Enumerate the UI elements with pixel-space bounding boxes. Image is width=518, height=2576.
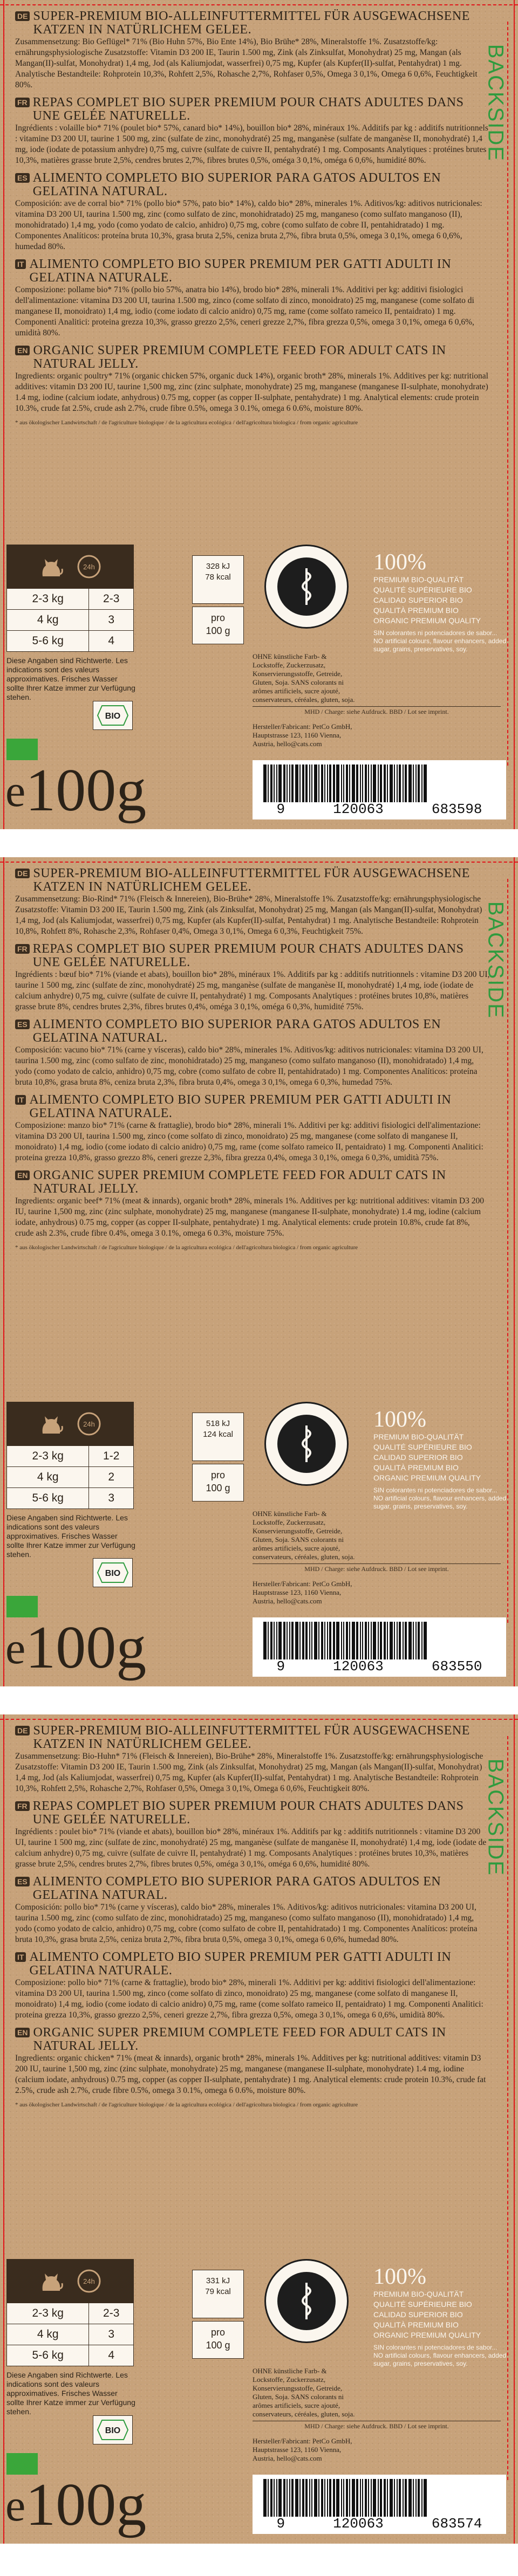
language-code: ES <box>15 1877 30 1886</box>
language-code: EN <box>15 2028 30 2037</box>
ingredient-list: Composición: ave de corral bio* 71% (pollo bio* 57%, pato bio* 14%), caldo bio* 28%, minerales 1%. Aditivos/kg: aditivos nutricionales: vitamina D3 200 UI, taurina 1.500 mg, zinc (como sulfato de zinc, monohidratado) 25 mg, manganeso (como sulfato manganoso (II), monohidratado) 1,4 mg, yodo (como yodato de calcio, anhidro) 0,75 mg, cobre (como sulfato de cobre II, pentahidratado) 1 mg. Componentes Analíticos: proteína bruta 10,3%, grasa bruta 2,5%, ceniza bruta 2,7%, fibra bruta 0,5%, omega 3 0,1%, omega 6 0,6%, humedad 80%. <box>15 199 482 251</box>
language-block-de <box>15 1724 490 1794</box>
quality-claims: 100% PREMIUM BIO-QUALITÄT QUALITÉ SUPÉRIEURE BIO CALIDAD SUPERIOR BIO QUALITÀ PREMIUM BIO ORGANIC PREMIUM QUALITY SIN colorantes ni potenciadores de sabor... NO artificial colours, flavour enhancers, added sugar, grains, preservatives, soy. <box>373 1407 508 1511</box>
organic-footnote: * aus ökologischer Landwirtschaft / de l'agriculture biologique / de la agricultura ecológica / dell'agricoltura biologica / from organic agriculture <box>15 419 358 426</box>
quality-line: PREMIUM BIO-QUALITÄT <box>373 1432 464 1441</box>
barcode-number: 9 120063 683550 <box>276 1658 482 1675</box>
language-code: FR <box>15 944 30 954</box>
label-panel-chicken <box>0 1714 518 2544</box>
product-title: REPAS COMPLET BIO SUPER PREMIUM POUR CHATS ADULTES DANS UNE GELÉE NATURELLE. <box>32 1799 464 1827</box>
energy-value: 328 kJ 78 kcal <box>192 555 244 604</box>
organic-footnote: * aus ökologischer Landwirtschaft / de l'agriculture biologique / de la agricultura ecológica / dell'agricoltura biologica / from organic agriculture <box>15 1244 358 1251</box>
svg-text:24h: 24h <box>83 2277 95 2285</box>
portion-row: 5-6 kg 4 <box>7 2345 133 2366</box>
best-before-note: MHD / Charge: siehe Aufdruck. BBD / Lot see imprint. <box>253 706 501 716</box>
language-block-es <box>15 1875 490 1945</box>
caduceus-icon <box>290 2279 323 2323</box>
language-code: EN <box>15 346 30 355</box>
cut-line-right <box>514 1714 515 2544</box>
quality-line: CALIDAD SUPERIOR BIO <box>373 596 463 604</box>
cat-icon <box>37 1410 65 1438</box>
ean-barcode <box>253 1617 506 1677</box>
vet-approved-seal <box>264 1402 349 1486</box>
product-title: ALIMENTO COMPLETO BIO SUPERIOR PARA GATOS ADULTOS EN GELATINA NATURAL. <box>32 171 441 198</box>
free-from-claims: OHNE künstliche Farb- & Lockstoffe, Zuckerzusatz, Konservierungsstoffe, Getreide, Gluten, Soja. SANS colorants ni arômes artificiels, sucre ajouté, conservateurs, céréales, gluten, soja. <box>253 652 355 704</box>
ingredient-list: Ingrédients : poulet bio* 71% (viande et abats), bouillon bio* 28%, minéraux 1%. Additifs par kg : additifs nutritionnels : vitamine D3 200 UI, taurine 1 500 mg, zinc (sulfate de zinc, monohydraté) 25 mg, manganèse (sulfate de manganèse II, monohydraté) 1,4 mg, iode (iodate de calcium anhydre) 0,75 mg, cuivre (sulfate de cuivre II, pentahydraté) 1 mg. Composants Analytiques : protéines brutes 10,3%, matières grasse brute 2,5%, cendres brutes 2,7%, fibres brutes 0,5%, oméga 3 0,1%, oméga 6 0,6%, humidité 80%. <box>15 1827 487 1869</box>
ingredient-list: Ingrédients : volaille bio* 71% (poulet bio* 57%, canard bio* 14%), bouillon bio* 28%, minéraux 1%. Additifs par kg : additifs nutritionnels : vitamine D3 200 UI, taurine 1 500 mg, zinc (sulfate de zinc, monohydraté) 25 mg, manganèse (sulfate de manganèse II, monohydraté) 1,4 mg, iode (iodate de potassium anhydre) 0,75 mg, cuivre (sulfate de cuivre II, pentahydraté) 1 mg. Composants Analytiques : protéines brutes 10,3%, matières grasse brute 2,5%, cendres brutes 2,7%, fibres brutes 0,5%, oméga 3 0,1%, oméga 6 0,6%, humidité 80%. <box>15 123 488 165</box>
ingredient-list: Composizione: manzo bio* 71% (carne & frattaglie), brodo bio* 28%, minerali 1%. Additivi per kg: additivi fisiologici dell'alimentazione: vitamina D3 200 UI, taurina 1.500 mg, zinco (come solfato di zinco, monoidrato) 25 mg, manganese (come solfato di manganese II, monoidrato) 1,4 mg, iodio (come iodato di calcio anidro) 0,75 mg, rame (come solfato rameico II, pentaidrato) 1 mg. Componenti Analitici: proteina grezza 10,8%, grasso grezzo 8%, ceneri grezze 2,3%, fibra grezza 0,4%, omega 3 0,1%, omega 6 0,3%, umidità 75%. <box>15 1121 483 1162</box>
feeding-guide <box>6 1402 136 1559</box>
cut-line-left <box>3 1714 4 2544</box>
quality-claims: 100% PREMIUM BIO-QUALITÄT QUALITÉ SUPÉRIEURE BIO CALIDAD SUPERIOR BIO QUALITÀ PREMIUM BIO ORGANIC PREMIUM QUALITY SIN colorantes ni potenciadores de sabor... NO artificial colours, flavour enhancers, added sugar, grains, preservatives, soy. <box>373 2264 508 2368</box>
label-bottom <box>6 2259 512 2539</box>
language-code: ES <box>15 173 30 183</box>
label-bottom <box>6 545 512 825</box>
net-weight: e100g <box>5 1614 147 1681</box>
clock-24h-icon <box>75 553 103 581</box>
bio-logo <box>93 1558 133 1587</box>
quality-line: CALIDAD SUPERIOR BIO <box>373 2310 463 2319</box>
barcode-number: 9 120063 683574 <box>276 2516 482 2532</box>
product-title: REPAS COMPLET BIO SUPER PREMIUM POUR CHATS ADULTES DANS UNE GELÉE NATURELLE. <box>32 942 464 969</box>
cut-line-right <box>514 0 515 829</box>
feeding-guide <box>6 2259 136 2416</box>
caduceus-icon <box>290 565 323 608</box>
product-title: SUPER-PREMIUM BIO-ALLEINFUTTERMITTEL FÜR AUSGEWACHSENE KATZEN IN NATÜRLICHEM GELEE. <box>33 1724 470 1751</box>
feeding-advice: Diese Angaben sind Richtwerte. Les indications sont des valeurs approximatives. Frisches Wasser sollte Ihrer Katze immer zur Verfügung stehen. <box>6 2371 135 2416</box>
portion-row: 2-3 kg 2-3 <box>7 589 133 610</box>
cut-line-top <box>0 1719 518 1720</box>
portion-table-box <box>6 545 134 652</box>
product-title: ALIMENTO COMPLETO BIO SUPERIOR PARA GATOS ADULTOS EN GELATINA NATURAL. <box>32 1875 441 1902</box>
portion-table <box>7 1445 133 1509</box>
language-block-de <box>15 867 490 937</box>
free-from-claims: OHNE künstliche Farb- & Lockstoffe, Zuckerzusatz, Konservierungsstoffe, Getreide, Gluten, Soja. SANS colorants ni arômes artificiels, sucre ajouté, conservateurs, céréales, gluten, soja. <box>253 1510 355 1561</box>
language-block-it <box>15 258 490 339</box>
cut-line-top <box>0 862 518 863</box>
feeding-advice: Diese Angaben sind Richtwerte. Les indications sont des valeurs approximatives. Frisches Wasser sollte Ihrer Katze immer zur Verfügung stehen. <box>6 1513 135 1559</box>
language-block-fr <box>15 1800 490 1870</box>
language-code: DE <box>15 11 30 21</box>
quality-line: PREMIUM BIO-QUALITÄT <box>373 575 464 584</box>
organic-footnote: * aus ökologischer Landwirtschaft / de l'agriculture biologique / de la agricultura ecológica / dell'agricoltura biologica / from organic agriculture <box>15 2102 358 2108</box>
per-100g: pro 100 g <box>192 2321 244 2359</box>
ean-barcode <box>253 760 506 819</box>
ingredient-list: Composición: pollo bio* 71% (carne y vísceras), caldo bio* 28%, minerales 1%. Aditivos/kg: aditivos nutricionales: vitamina D3 200 UI, taurina 1.500 mg, zinc (como sulfato de zinc, monohidratado) 25 mg, manganeso (como sulfato manganoso (II), monohidratado) 1,4 mg, yodo (como yodato de calcio, anhidro) 0,75 mg, cobre (como sulfato de cobre II, pentahidratado) 1 mg. Componentes Analíticos: proteína bruta 10,3%, grasa bruta 2,5%, ceniza bruta 2,7%, fibra bruta 0,5%, omega 3 0,1%, omega 6 0,6%, humedad 80%. <box>15 1903 478 1944</box>
language-code: ES <box>15 1020 30 1029</box>
portion-row: 5-6 kg 4 <box>7 631 133 652</box>
quality-line: ORGANIC PREMIUM QUALITY <box>373 616 481 625</box>
language-block-de <box>15 10 490 91</box>
language-block-it <box>15 1093 490 1163</box>
quality-line: ORGANIC PREMIUM QUALITY <box>373 2331 481 2339</box>
best-before-note: MHD / Charge: siehe Aufdruck. BBD / Lot see imprint. <box>253 1563 501 1573</box>
backside-label: BACKSIDE <box>483 1758 507 1876</box>
caduceus-icon <box>290 1422 323 1465</box>
product-title: SUPER-PREMIUM BIO-ALLEINFUTTERMITTEL FÜR AUSGEWACHSENE KATZEN IN NATÜRLICHEM GELEE. <box>33 866 470 894</box>
language-block-en <box>15 2026 490 2096</box>
ingredient-list: Zusammensetzung: Bio-Rind* 71% (Fleisch & Innereien), Bio-Brühe* 28%, Mineralstoffe 1%. Zusatzstoffe/kg: ernährungsphysiologische Zusatzstoffe: Vitamin D3 200 IE, Taurin 1.500 mg, Zink (als Zinksulfat, Monohydrat) 25 mg, Mangan (als Mangan(II)-sulfat, Monohydrat) 1,4 mg, Jod (als Kaliumjodat, wasserfrei) 0,75 mg, Kupfer (als Kupfer(II)-sulfat, Pentahydrat) 1 mg. Analytische Bestandteile: Rohprotein 10,8%, Rohfett 8%, Rohasche 2,3%, Rohfaser 0,4%, Omega 3 0,1%, Omega 6 0,3%, Feuchtigkeit 75%. <box>15 894 482 936</box>
svg-text:BIO: BIO <box>105 712 121 721</box>
manufacturer-address: Hersteller/Fabricant: PetCo GmbH, Hauptstrasse 123, 1160 Vienna, Austria, hello@cats.com <box>253 2437 352 2462</box>
quality-line: QUALITÉ SUPÉRIEURE BIO <box>373 2300 472 2309</box>
ingredient-list: Zusammensetzung: Bio-Huhn* 71% (Fleisch & Innereien), Bio-Brühe* 28%, Mineralstoffe 1%. Zusatzstoffe/kg: ernährungsphysiologische Zusatzstoffe: Vitamin D3 200 IE, Taurin 1.500 mg, Zink (als Zinksulfat, Monohydrat) 25 mg, Mangan (als Mangan(II)-sulfat, Monohydrat) 1,4 mg, Jod (als Kaliumjodat, wasserfrei) 0,75 mg, Kupfer (als Kupfer(II)-sulfat, Pentahydrat) 1 mg. Analytische Bestandteile: Rohprotein 10,3%, Rohfett 2,5%, Rohasche 2,7%, Rohfaser 0,5%, Omega 3 0,1%, Omega 6 0,6%, Feuchtigkeit 80%. <box>15 1752 483 1793</box>
cut-line-top <box>0 4 518 5</box>
portion-table-box <box>6 2259 134 2366</box>
page-gap <box>0 829 518 857</box>
portion-row: 2-3 kg 1-2 <box>7 1446 133 1467</box>
bio-logo <box>93 701 133 730</box>
net-weight: e100g <box>5 2471 147 2538</box>
language-code: EN <box>15 1170 30 1180</box>
vet-approved-seal <box>264 545 349 629</box>
ingredients-text <box>15 10 490 426</box>
language-block-fr <box>15 942 490 1013</box>
label-panel-duck <box>0 0 518 829</box>
cut-line-left <box>3 0 4 829</box>
ean-barcode <box>253 2475 506 2534</box>
best-before-note: MHD / Charge: siehe Aufdruck. BBD / Lot see imprint. <box>253 2421 501 2430</box>
product-title: SUPER-PREMIUM BIO-ALLEINFUTTERMITTEL FÜR AUSGEWACHSENE KATZEN IN NATÜRLICHEM GELEE. <box>33 9 470 37</box>
cut-line-left <box>3 857 4 1686</box>
product-title: ALIMENTO COMPLETO BIO SUPERIOR PARA GATOS ADULTOS EN GELATINA NATURAL. <box>32 1017 441 1045</box>
product-title: ALIMENTO COMPLETO BIO SUPER PREMIUM PER GATTI ADULTI IN GELATINA NATURALE. <box>29 257 452 285</box>
svg-text:BIO: BIO <box>105 2426 121 2435</box>
quality-line: ORGANIC PREMIUM QUALITY <box>373 1473 481 1482</box>
language-code: IT <box>15 259 26 269</box>
ingredient-list: Ingredients: organic beef* 71% (meat & innards), organic broth* 28%, minerals 1%. Additives per kg: nutritional additives: vitamin D3 200 IU, taurine 1,500 mg, zinc (zinc sulphate, monohydrate) 25 mg, manganese (manganese II-sulphate, monohydrate) 1.4 mg, iodine (calcium iodate, anhydrous) 0.75 mg, copper (as copper II-sulphate, pentahydrate) 1 mg. Analytical elements: crude protein 10.8%, crude fat 8%, crude ash 2.3%, crude fibre 0.4%, omega 3 0.1%, omega 6 0.3%, moisture 75%. <box>15 1196 484 1238</box>
ingredient-list: Composizione: pollo bio* 71% (carne & frattaglie), brodo bio* 28%, minerali 1%. Additivi per kg: additivi fisiologici dell'alimentazione: vitamina D3 200 UI, taurina 1.500 mg, zinco (come solfato di zinco, monoidrato) 25 mg, manganese (come solfato di manganese II, monoidrato) 1,4 mg, iodio (come iodato di calcio anidro) 0,75 mg, rame (come solfato rameico II, pentaidrato) 1 mg. Componenti Analitici: proteina grezza 10,3%, grasso grezzo 2,5%, ceneri grezze 2,7%, fibra grezza 0,5%, omega 3 0,1%, omega 6 0,6%, umidità 80%. <box>15 1978 483 2020</box>
ingredient-list: Composizione: pollame bio* 71% (pollo bio 57%, anatra bio 14%), brodo bio* 28%, minerali 1%. Additivi per kg: additivi fisiologici dell'alimentazione: vitamina D3 200 UI, taurina 1.500 mg, zinco (come solfato di zinco, monoidrato) 25 mg, manganese (come solfato di manganese II, monoidrato) 1,4 mg, iodio (come iodato di calcio anidro) 0,75 mg, rame (come solfato rameico II, pentaidrato) 1 mg. Componenti Analitici: proteina grezza 10,3%, grasso grezzo 2,5%, ceneri grezze 2,7%, fibra grezza 0,5%, omega 3 0,1%, omega 6 0,6%, umidità 80%. <box>15 285 474 338</box>
barcode-number: 9 120063 683598 <box>276 801 482 817</box>
language-code: FR <box>15 1801 30 1811</box>
language-block-it <box>15 1951 490 2021</box>
product-title: ORGANIC SUPER PREMIUM COMPLETE FEED FOR ADULT CATS IN NATURAL JELLY. <box>33 2026 446 2053</box>
ingredients-text <box>15 867 490 1251</box>
backside-label: BACKSIDE <box>483 44 507 162</box>
quality-claims: 100% PREMIUM BIO-QUALITÄT QUALITÉ SUPÉRIEURE BIO CALIDAD SUPERIOR BIO QUALITÀ PREMIUM BIO ORGANIC PREMIUM QUALITY SIN colorantes ni potenciadores de sabor... NO artificial colours, flavour enhancers, added sugar, grains, preservatives, soy. <box>373 550 508 653</box>
ingredient-list: Ingredients: organic chicken* 71% (meat & innards), organic broth* 28%, minerals 1%. Additives per kg: nutritional additives: vitamin D3 200 IU, taurine 1,500 mg, zinc (zinc sulphate, monohydrate) 25 mg, manganese (manganese II-sulphate, monohydrate) 1.4 mg, iodine (calcium iodate, anhydrous) 0.75 mg, copper (as copper II-sulphate, pentahydrate) 1 mg. Analytical elements: crude protein 10.3%, crude fat 2.5%, crude ash 2.7%, crude fibre 0.5%, omega 3 0.1%, omega 6 0.6%, moisture 80%. <box>15 2054 486 2095</box>
svg-text:24h: 24h <box>83 563 95 571</box>
language-code: FR <box>15 98 30 107</box>
quality-line: CALIDAD SUPERIOR BIO <box>373 1453 463 1462</box>
per-100g: pro 100 g <box>192 1464 244 1501</box>
language-code: DE <box>15 869 30 878</box>
quality-line: QUALITÉ SUPÉRIEURE BIO <box>373 586 472 594</box>
quality-line: QUALITÀ PREMIUM BIO <box>373 2320 459 2329</box>
bio-hexagon-icon <box>97 705 129 726</box>
quality-line: QUALITÉ SUPÉRIEURE BIO <box>373 1443 472 1451</box>
product-title: ORGANIC SUPER PREMIUM COMPLETE FEED FOR ADULT CATS IN NATURAL JELLY. <box>33 1168 446 1196</box>
bio-hexagon-icon <box>97 1562 129 1583</box>
feeding-advice: Diese Angaben sind Richtwerte. Les indications sont des valeurs approximatives. Frisches Wasser sollte Ihrer Katze immer zur Verfügung stehen. <box>6 656 135 701</box>
per-100g: pro 100 g <box>192 607 244 644</box>
feeding-guide <box>6 545 136 702</box>
portion-table <box>7 2303 133 2366</box>
language-block-en <box>15 1169 490 1239</box>
label-panel-beef <box>0 857 518 1686</box>
quality-line: QUALITÀ PREMIUM BIO <box>373 606 459 615</box>
language-block-en <box>15 344 490 414</box>
portion-row: 4 kg 2 <box>7 1467 133 1488</box>
bio-hexagon-icon <box>97 2419 129 2441</box>
portion-row: 5-6 kg 3 <box>7 1488 133 1509</box>
portion-table <box>7 588 133 651</box>
svg-text:24h: 24h <box>83 1420 95 1428</box>
manufacturer-address: Hersteller/Fabricant: PetCo GmbH, Hauptstrasse 123, 1160 Vienna, Austria, hello@cats.com <box>253 722 352 748</box>
backside-label: BACKSIDE <box>483 901 507 1019</box>
quality-line: QUALITÀ PREMIUM BIO <box>373 1463 459 1472</box>
energy-value: 331 kJ 79 kcal <box>192 2270 244 2318</box>
clock-24h-icon <box>75 2267 103 2295</box>
product-title: REPAS COMPLET BIO SUPER PREMIUM POUR CHATS ADULTES DANS UNE GELÉE NATURELLE. <box>32 95 464 123</box>
language-block-es <box>15 171 490 252</box>
page-gap <box>0 1686 518 1714</box>
language-block-es <box>15 1018 490 1088</box>
language-block-fr <box>15 96 490 166</box>
bio-logo <box>93 2415 133 2444</box>
manufacturer-address: Hersteller/Fabricant: PetCo GmbH, Hauptstrasse 123, 1160 Vienna, Austria, hello@cats.com <box>253 1580 352 1605</box>
portion-row: 2-3 kg 2-3 <box>7 2303 133 2324</box>
cat-icon <box>37 2267 65 2295</box>
portion-table-box <box>6 1402 134 1509</box>
label-bottom <box>6 1402 512 1682</box>
free-from-claims: OHNE künstliche Farb- & Lockstoffe, Zuckerzusatz, Konservierungsstoffe, Getreide, Gluten, Soja. SANS colorants ni arômes artificiels, sucre ajouté, conservateurs, céréales, gluten, soja. <box>253 2367 355 2418</box>
language-code: DE <box>15 1726 30 1735</box>
quality-line: PREMIUM BIO-QUALITÄT <box>373 2290 464 2298</box>
ingredient-list: Ingrédients : bœuf bio* 71% (viande et abats), bouillon bio* 28%, minéraux 1%. Additifs par kg : additifs nutritionnels : vitamine D3 200 UI, taurine 1 500 mg, zinc (sulfate de zinc, monohydraté) 25 mg, manganèse (sulfate de manganèse II, monohydraté) 1,4 mg, iode (iodate de calcium anhydre) 0,75 mg, cuivre (sulfate de cuivre II, pentahydraté) 1 mg. Composants Analytiques : protéines brutes 10,8%, matières grasse brute 8%, cendres brutes 2,3%, fibres brutes 0,4%, oméga 3 0,1%, oméga 6 0,3%, humidité 75%. <box>15 970 490 1011</box>
language-code: IT <box>15 1952 26 1962</box>
product-title: ALIMENTO COMPLETO BIO SUPER PREMIUM PER GATTI ADULTI IN GELATINA NATURALE. <box>29 1093 452 1120</box>
ingredients-text <box>15 1724 490 2108</box>
ingredient-list: Ingredients: organic poultry* 71% (organic chicken 57%, organic duck 14%), organic broth* 28%, minerals 1%. Additives per kg: nutritional additives: vitamin D3 200 IU, taurine 1,500 mg, zinc (zinc sulphate, monohydrate) 25 mg, manganese (manganese II-sulphate, monohydrate) 1.4 mg, iodine (calcium iodate, anhydrous) 0.75 mg, copper (as copper II-sulphate, pentahydrate) 1 mg. Analytical elements: crude protein 10.3%, crude fat 2.5%, crude ash 2.7%, crude fibre 0.5%, omega 3 0.1%, omega 6 0.6%, moisture 80%. <box>15 371 488 413</box>
product-title: ORGANIC SUPER PREMIUM COMPLETE FEED FOR ADULT CATS IN NATURAL JELLY. <box>33 343 446 371</box>
vet-approved-seal <box>264 2259 349 2343</box>
ingredient-list: Zusammensetzung: Bio Geflügel* 71% (Bio Huhn 57%, Bio Ente 14%), Bio Brühe* 28%, Mineralstoffe 1%. Zusatzstoffe/kg: ernährungsphysiologische Zusatzstoffe: Vitamin D3 200 IE, Taurin 1.500 mg, Zink (als Zinksulfat, Monohydrat) 25 mg, Mangan (als Mangan(II)-sulfat, Monohydrat) 1,4 mg, Jod (als Kaliumjodat, wasserfrei) 0,75 mg, Kupfer (als Kupfer(II)-sulfat, Pentahydrat) 1 mg. Analytische Bestandteile: Rohprotein 10,3%, Rohfett 2,5%, Rohasche 2,7%, Rohfaser 0,5%, Omega 3 0,1%, Omega 6 0,6%, Feuchtigkeit 80%. <box>15 37 478 89</box>
product-title: ALIMENTO COMPLETO BIO SUPER PREMIUM PER GATTI ADULTI IN GELATINA NATURALE. <box>29 1950 452 1978</box>
cut-line-right <box>514 857 515 1686</box>
svg-text:BIO: BIO <box>105 1569 121 1578</box>
language-code: IT <box>15 1095 26 1105</box>
clock-24h-icon <box>75 1410 103 1438</box>
portion-row: 4 kg 3 <box>7 610 133 631</box>
portion-row: 4 kg 3 <box>7 2324 133 2345</box>
energy-value: 518 kJ 124 kcal <box>192 1413 244 1461</box>
net-weight: e100g <box>5 757 147 824</box>
ingredient-list: Composición: vacuno bio* 71% (carne y vísceras), caldo bio* 28%, minerales 1%. Aditivos/kg: aditivos nutricionales: vitamina D3 200 UI, taurina 1.500 mg, zinc (como sulfato de zinc, monohidratado) 25 mg, manganeso (como sulfato manganoso (II), monohidratado) 1,4 mg, yodo (como yodato de calcio, anhidro) 0,75 mg, cobre (como sulfato de cobre II, pentahidratado) 1 mg. Componentes Analíticos: proteína bruta 10,8%, grasa bruta 8%, ceniza bruta 2,3%, fibra bruta 0,4%, omega 3 0,1%, omega 6 0,3%, humedad 75%. <box>15 1045 483 1087</box>
cat-icon <box>37 553 65 581</box>
